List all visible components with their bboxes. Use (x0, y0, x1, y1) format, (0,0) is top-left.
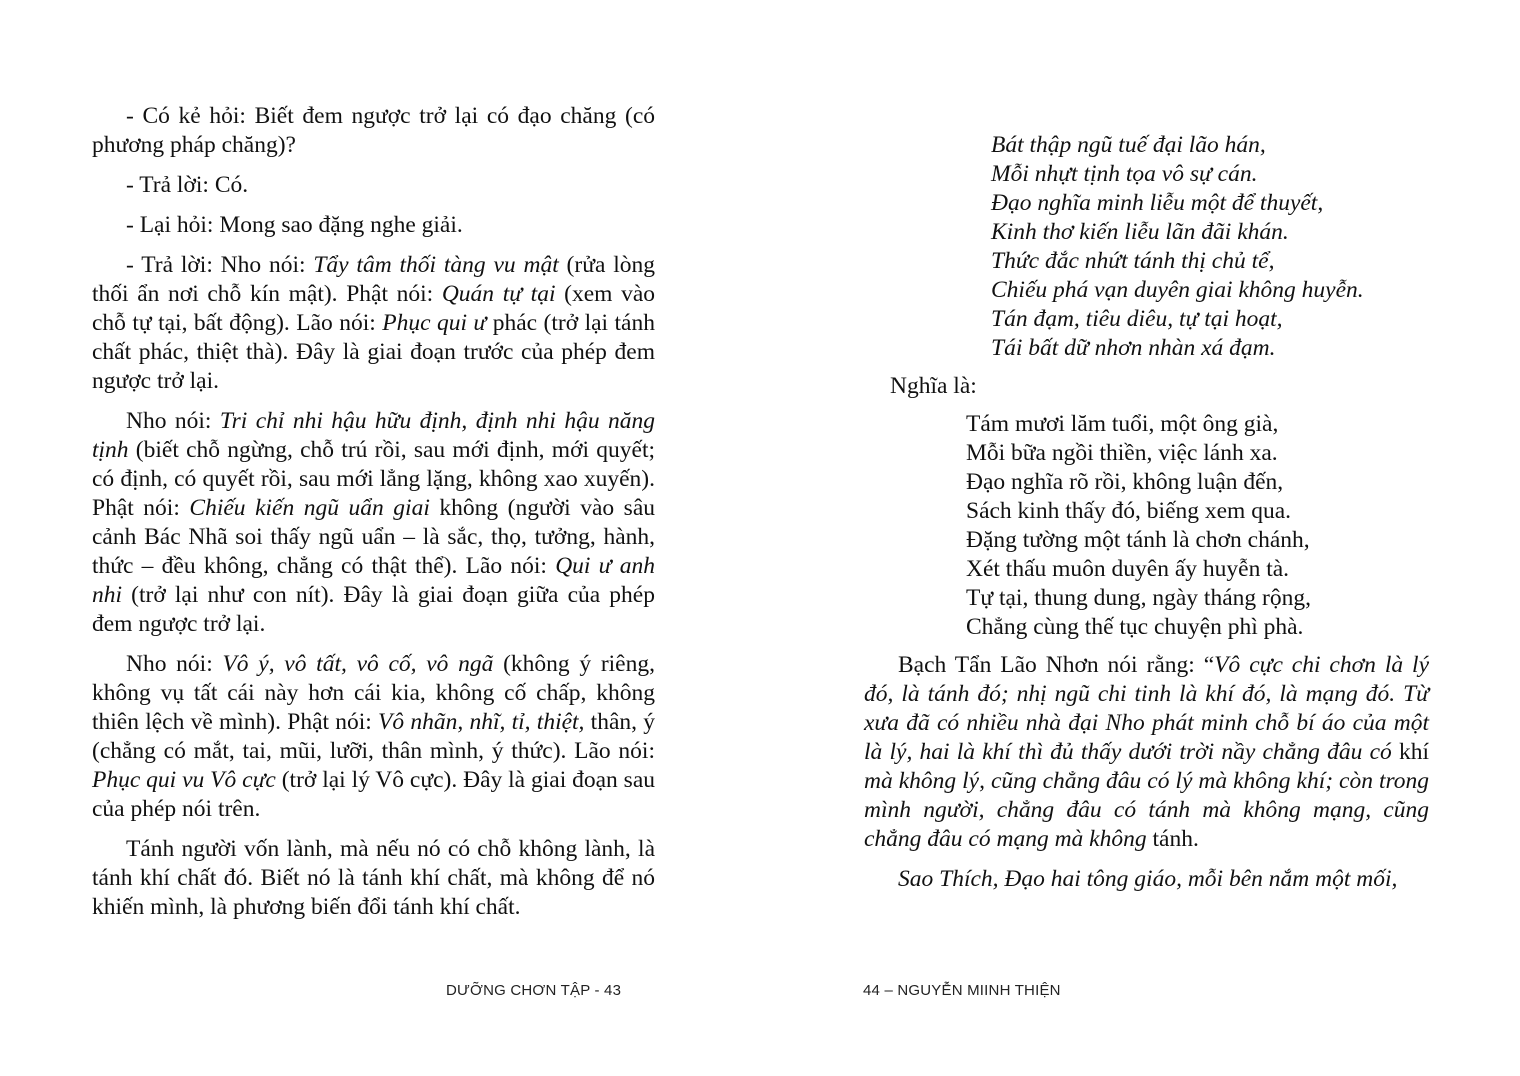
right-page-footer: 44 – NGUYỄN MIINH THIỆN (863, 982, 1061, 999)
italic-text: Qui ư anh nhi (92, 553, 655, 608)
text-run: - Trả lời: Có. (126, 172, 249, 198)
text-run: (không ý riêng, không vụ tất cái này hơn cái kia, không cố chấp, không thiên lệch về mình). Phật nói: (92, 651, 655, 735)
poem-line: Chiếu phá vạn duyên giai không huyễn. (991, 277, 1364, 303)
paragraph (92, 211, 655, 240)
text-run: Tánh người vốn lành, mà nếu nó có chỗ không lành, là tánh khí chất đó. Biết nó là tánh khí chất, mà không để nó khiến mình, là phương biến đổi tánh khí chất. (92, 836, 655, 920)
text-run: Bạch Tẩn Lão Nhơn nói rằng: “ (898, 652, 1215, 678)
poem-line: Tự tại, thung dung, ngày tháng rộng, (966, 585, 1311, 611)
text-run: - Có kẻ hỏi: Biết đem ngược trở lại có đạo chăng (có phương pháp chăng)? (92, 103, 655, 158)
paragraph (92, 102, 655, 160)
italic-text: Phục qui ư (382, 310, 487, 336)
text-run: không (người vào sâu cảnh Bác Nhã soi thấy ngũ uẩn – là sắc, thọ, tưởng, hành, thức – đều không, chẳng có thật thể). Lão nói: (92, 495, 655, 579)
italic-text: Tẩy tâm thối tàng vu mật (313, 252, 559, 278)
poem-line: Kinh thơ kiến liễu lãn đãi khán. (991, 219, 1289, 245)
italic-text: Phục qui vu Vô cực (92, 767, 276, 793)
poem-line: Mỗi bữa ngồi thiền, việc lánh xa. (966, 440, 1278, 466)
text-run: phác (trở lại tánh chất phác, thiệt thà). Đây là giai đoạn trước của phép đem ngược trở lại. (92, 310, 655, 394)
poem-line: Chẳng cùng thế tục chuyện phì phà. (966, 614, 1304, 640)
italic-text: Chiếu kiến ngũ uẩn giai (189, 495, 430, 521)
poem-line: Đạo nghĩa rõ rồi, không luận đến, (966, 469, 1284, 495)
italic-text: Vô cực chi chơn là lý đó, là tánh đó; nhị ngũ chi tinh là khí đó, là mạng đó. Từ xưa đã có nhiều nhà đại Nho phát minh chỗ bí áo của một là lý, hai là khí thì đủ thấy dưới trời nầy chẳng đâu có (864, 652, 1430, 765)
text-run: - Trả lời: Nho nói: (126, 252, 314, 278)
paragraph (92, 650, 655, 824)
meaning-label: Nghĩa là: (890, 373, 977, 399)
text-run: Nho nói: (126, 408, 220, 434)
poem-line: Thức đắc nhứt tánh thị chủ tể, (991, 248, 1275, 274)
right-page (760, 0, 1520, 1076)
poem-line: Bát thập ngũ tuế đại lão hán, (991, 132, 1266, 158)
right-paragraphs (864, 651, 1429, 894)
poem-line: Mỗi nhựt tịnh tọa vô sự cán. (991, 161, 1258, 187)
poem-line: Tái bất dữ nhơn nhàn xá đạm. (991, 335, 1276, 361)
text-run: (xem vào chỗ tự tại, bất động). Lão nói: (92, 281, 655, 336)
italic-text: Vô ý, vô tất, vô cố, vô ngã (222, 651, 494, 677)
text-run: (biết chỗ ngừng, chỗ trú rồi, sau mới định, mới quyết; có định, có quyết rồi, sau mới lẳng lặng, không xao xuyến). Phật nói: (92, 437, 655, 521)
text-run: khí (1391, 739, 1430, 765)
poem-translation (864, 410, 1429, 642)
text-run: (trở lại như con nít). Đây là giai đoạn giữa của phép đem ngược trở lại. (92, 582, 655, 637)
italic-text: Tri chỉ nhi hậu hữu định, định nhi hậu năng tịnh (92, 408, 656, 463)
text-run: thân, ý (chẳng có mắt, tai, mũi, lưỡi, thân mình, ý thức). Lão nói: (92, 709, 655, 764)
text-run: Nho nói: (126, 651, 223, 677)
paragraph (92, 407, 655, 639)
poem-line: Xét thấu muôn duyên ấy huyễn tà. (966, 556, 1290, 582)
paragraph (864, 651, 1429, 854)
left-page-text (92, 102, 655, 933)
text-run: (trở lại lý Vô cực). Đây là giai đoạn sau của phép nói trên. (92, 767, 656, 822)
paragraph (92, 251, 655, 396)
poem-original (864, 131, 1429, 363)
paragraph (92, 171, 655, 200)
text-run: - Lại hỏi: Mong sao đặng nghe giải. (126, 212, 463, 238)
italic-text: Vô nhãn, nhĩ, tỉ, thiệt, (378, 709, 585, 735)
poem-line: Đạo nghĩa minh liễu một để thuyết, (991, 190, 1324, 216)
paragraph (92, 835, 655, 922)
italic-text: Sao Thích, Đạo hai tông giáo, mỗi bên nắm một mối, (898, 866, 1398, 892)
right-page-text (864, 131, 1429, 905)
poem-line: Tám mươi lăm tuổi, một ông già, (966, 411, 1279, 437)
text-run: (rửa lòng thối ẩn nơi chỗ kín mật). Phật nói: (92, 252, 655, 307)
italic-text: Quán tự tại (441, 281, 556, 307)
poem-line: Sách kinh thấy đó, biếng xem qua. (966, 498, 1292, 524)
text-run: tánh. (1146, 826, 1199, 852)
italic-text: mà không lý, cũng chẳng đâu có lý mà không khí; còn trong mình người, chẳng đâu có tánh mà không mạng, cũng chẳng đâu có mạng mà không (864, 768, 1429, 852)
left-page-footer: DƯỠNG CHƠN TẬP - 43 (446, 982, 622, 999)
paragraph (864, 865, 1429, 894)
poem-line: Tán đạm, tiêu diêu, tự tại hoạt, (991, 306, 1283, 332)
poem-line: Đặng tường một tánh là chơn chánh, (966, 527, 1310, 553)
